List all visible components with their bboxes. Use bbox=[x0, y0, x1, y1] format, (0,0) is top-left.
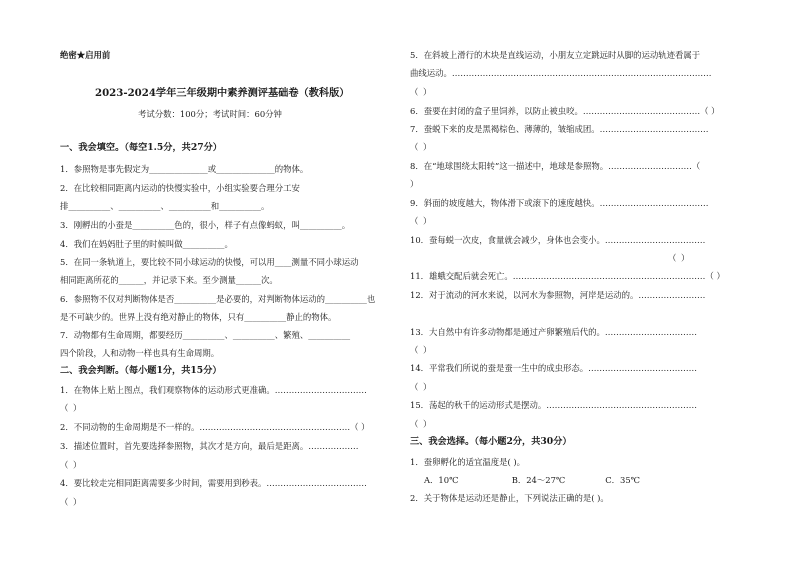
question-line: 四个阶段，人和动物一样也具有生命周期。 bbox=[60, 348, 220, 358]
section-header: 二、我会判断。（每小题1分，共15分） bbox=[60, 365, 222, 376]
judge-item: 3．描述位置时，首先要选择参照物，其次才是方向，最后是距离。……………… bbox=[60, 441, 359, 451]
secret-mark: 绝密★启用前 bbox=[60, 50, 111, 60]
exam-info: 考试分数：100分；考试时间：60分钟 bbox=[138, 109, 282, 119]
question-line: 3．刚孵出的小蚕是__________色的，很小，样子有点像蚂蚁，叫__________。 bbox=[60, 220, 351, 230]
section-header: 三、我会选择。（每小题2分，共30分） bbox=[410, 436, 572, 447]
answer-parens: （ ） bbox=[410, 216, 433, 226]
judge-item: 5．在斜坡上滑行的木块是直线运动，小朋友立定跳远时从脚的运动轨迹看属于 bbox=[410, 50, 701, 60]
judge-item: 10．蚕每蜕一次皮，食量就会减少，身体也会变小。……………………………… bbox=[410, 235, 706, 245]
judge-item: 9．斜面的坡度越大，物体滑下或滚下的速度越快。………………………………… bbox=[410, 198, 709, 208]
answer-parens: （ ） bbox=[668, 253, 691, 263]
answer-parens: （ ） bbox=[410, 382, 433, 392]
judge-item: 11．雄蛾交配后就会死亡。……………………………………………………………（ ） bbox=[410, 271, 725, 281]
answer-parens: ） bbox=[410, 179, 419, 189]
judge-item: 7．蚕蜕下来的皮是黑褐棕色、薄薄的，皱缩成团。………………………………… bbox=[410, 124, 709, 134]
judge-item: 13．大自然中有许多动物都是通过产卵繁殖后代的。…………………………… bbox=[410, 327, 698, 337]
question-line: 1．参照物是事先假定为______________或______________的物体。 bbox=[60, 164, 309, 174]
answer-parens: （ ） bbox=[60, 460, 83, 470]
judge-item: 6．蚕要在封闭的盒子里饲养，以防止被虫咬。……………………………………（ ） bbox=[410, 106, 720, 116]
judge-item: 8．在“地球围绕太阳转”这一描述中，地球是参照物。…………………………（ bbox=[410, 161, 701, 171]
question-line: 2．在比较相同距离内运动的快慢实验中，小组实验要合理分工安 bbox=[60, 183, 300, 193]
answer-parens: （ ） bbox=[60, 403, 83, 413]
answer-parens: （ ） bbox=[410, 142, 433, 152]
question-line: 排__________、__________、__________和__________。 bbox=[60, 201, 270, 211]
judge-item: 曲线运动。………………………………………………………………………………… bbox=[410, 68, 712, 78]
question-line: 7．动物都有生命周期，都要经历__________、__________、繁殖、__________ bbox=[60, 330, 351, 340]
judge-item: 1．在物体上贴上图点，我们观察物体的运动形式更准确。…………………………… bbox=[60, 385, 367, 395]
judge-item: 4．要比较走完相同距离需要多少时间，需要用到秒表。……………………………… bbox=[60, 478, 367, 488]
exam-title: 2023-2024学年三年级期中素养测评基础卷（教科版） bbox=[95, 87, 350, 99]
section-header: 一、我会填空。（每空1.5分，共27分） bbox=[60, 142, 222, 153]
choice-question: 2．关于物体是运动还是静止，下列说法正确的是( )。 bbox=[410, 493, 609, 503]
choice-options: A．10℃ B．24～27℃ C．35℃ bbox=[424, 475, 641, 485]
judge-item: 14．平常我们所说的蚕是蚕一生中的成虫形态。………………………………… bbox=[410, 363, 698, 373]
choice-question: 1．蚕卵孵化的适宜温度是( )。 bbox=[410, 457, 526, 467]
question-line: 6．参照物不仅对判断物体是否__________是必要的，对判断物体运动的__________也 bbox=[60, 294, 376, 304]
answer-parens: （ ） bbox=[410, 419, 433, 429]
answer-parens: （ ） bbox=[410, 87, 433, 97]
judge-item: 15．荡起的秋千的运动形式是摆动。……………………………………………… bbox=[410, 400, 698, 410]
judge-item: 12．对于流动的河水来说，以河水为参照物，河岸是运动的。…………………… bbox=[410, 290, 706, 300]
judge-item: 2．不同动物的生命周期是不一样的。………………………………………………（ ） bbox=[60, 422, 370, 432]
question-line: 5．在同一条轨道上，要比较不同小球运动的快慢，可以用____测量不同小球运动 bbox=[60, 257, 359, 267]
question-line: 4．我们在妈妈肚子里的时候叫做__________。 bbox=[60, 239, 233, 249]
question-line: 相同距离所花的______，并记录下来。至少测量______次。 bbox=[60, 275, 278, 285]
answer-parens: （ ） bbox=[410, 345, 433, 355]
answer-parens: （ ） bbox=[60, 497, 83, 507]
question-line: 是不可缺少的。世界上没有绝对静止的物体，只有__________静止的物体。 bbox=[60, 312, 337, 322]
